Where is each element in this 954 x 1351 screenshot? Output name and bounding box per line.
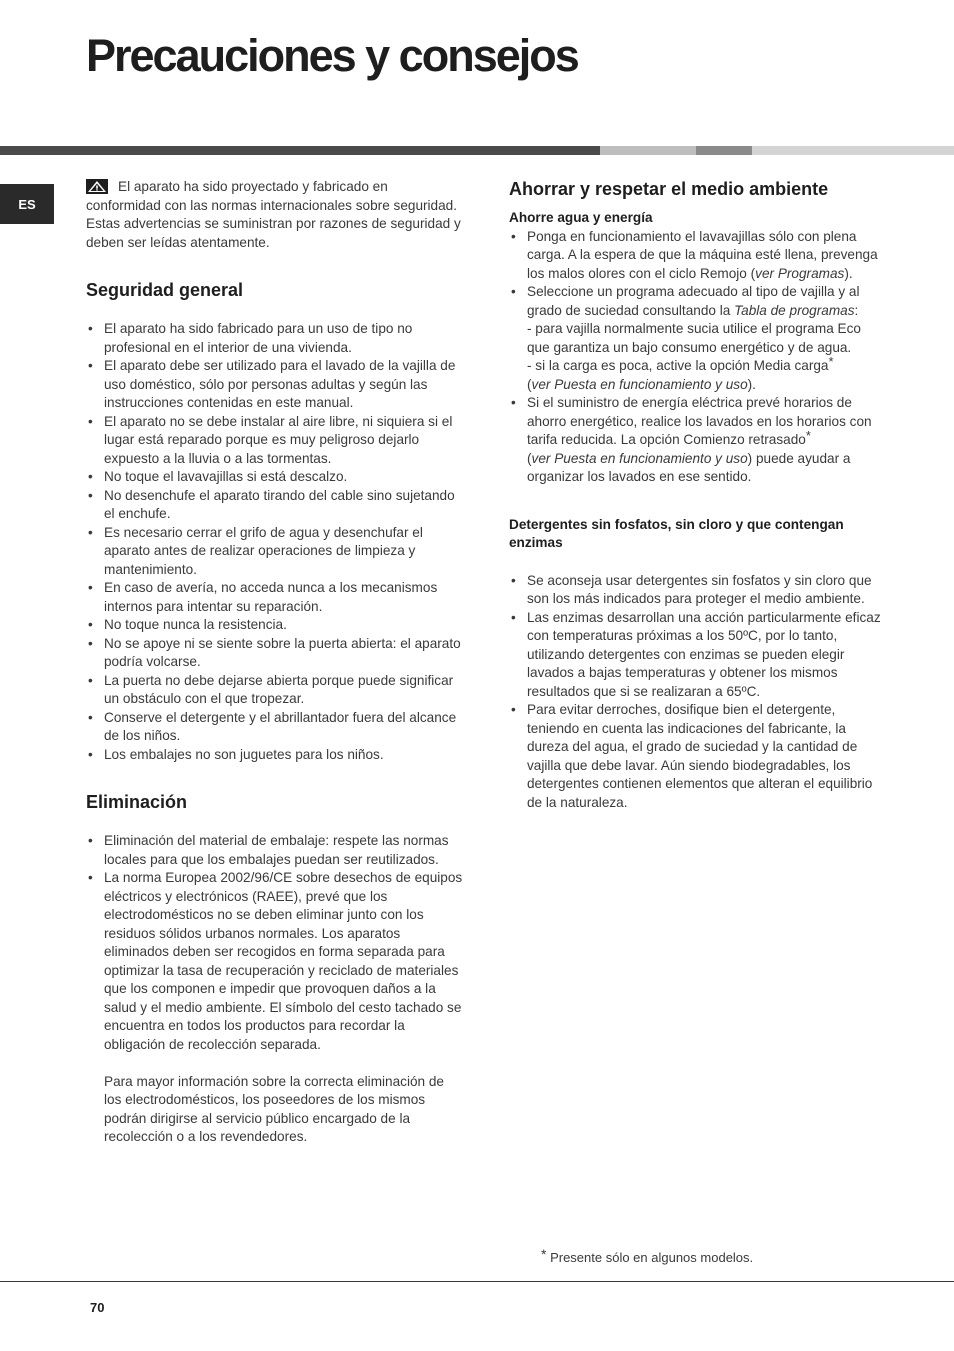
page-title: Precauciones y consejos — [86, 30, 578, 81]
ref-puesta: ver Puesta en funcionamiento y uso — [531, 450, 748, 466]
list-item: • El aparato debe ser utilizado para el lavado de la vajilla de uso doméstico, sólo por personas adultas y según las instrucciones contenidas en este manual. — [86, 357, 464, 413]
list-item: • No se apoye ni se siente sobre la puerta abierta: el aparato podría volcarse. — [86, 635, 464, 672]
list-item: • No desenchufe el aparato tirando del cable sino sujetando el enchufe. — [86, 487, 464, 524]
list-item: • Los embalajes no son juguetes para los niños. — [86, 746, 464, 765]
ref-programas: ver Programas — [755, 265, 845, 281]
list-item: • Es necesario cerrar el grifo de agua y desenchufar el aparato antes de realizar operaciones de limpieza y mantenimiento. — [86, 524, 464, 580]
list-item: • Conserve el detergente y el abrillantador fuera del alcance de los niños. — [86, 709, 464, 746]
list-item: • Eliminación del material de embalaje: respete las normas locales para que los embalajes puedan ser reutilizados. — [86, 832, 464, 869]
raee-text: La norma Europea 2002/96/CE sobre desechos de equipos eléctricos y electrónicos (RAEE), prevé que los electrodomésticos no se deben eliminar junto con los residuos sólidos urbanos normales. Los aparatos eliminados deben ser recogidos en forma separada para optimizar la tasa de recuperación y reciclado de materiales que los componen e impedir que provoquen daños a la salud y el medio ambiente. El símbolo del cesto tachado se encuentra en todos los productos para recordar la obligación de recolección separada. — [104, 870, 463, 1052]
seguridad-heading: Seguridad general — [86, 280, 244, 300]
list-item: • No toque nunca la resistencia. — [86, 616, 464, 635]
header-bar-dark — [0, 146, 600, 155]
list-item: • Si el suministro de energía eléctrica prevé horarios de ahorro energético, realice los lavados en los horarios con tarifa reducida. La opción Comienzo retrasado* (ver Puesta en funcionamiento y uso) puede ayudar a organizar los lavados en ese sentido. — [509, 394, 887, 487]
eliminacion-list — [86, 832, 464, 1147]
list-item: • El aparato ha sido fabricado para un uso de tipo no profesional en el interior de una vivienda. — [86, 320, 464, 357]
footer-rule — [0, 1281, 954, 1282]
detergentes-list — [509, 572, 887, 813]
raee-extra-text: Para mayor información sobre la correcta eliminación de los electrodomésticos, los poseedores de los mismos podrán dirigirse al servicio público encargado de la recolección o a los revendedores. — [104, 1073, 444, 1144]
list-item: • Para evitar derroches, dosifique bien el detergente, teniendo en cuenta las indicaciones del fabricante, la dureza del agua, el grado de suciedad y la cantidad de vajilla que debe lavar. Aún siendo biodegradables, los detergentes contienen elementos que alteran el equilibrio de la naturaleza. — [509, 701, 887, 812]
list-item: • La puerta no debe dejarse abierta porque puede significar un obstáculo con el que tropezar. — [86, 672, 464, 709]
ahorre-list — [509, 228, 887, 487]
eliminacion-heading: Eliminación — [86, 792, 188, 812]
warning-icon — [86, 179, 108, 194]
left-column — [86, 178, 464, 1147]
header-bar-light — [600, 146, 696, 155]
list-item: • Se aconseja usar detergentes sin fosfatos y sin cloro que son los más indicados para proteger el medio ambiente. — [509, 572, 887, 609]
list-item: • Seleccione un programa adecuado al tipo de vajilla y al grado de suciedad consultando la Tabla de programas: - para vajilla normalmente sucia utilice el programa Eco que garantiza un bajo consumo energético y de agua. - si la carga es poca, active la opción Media carga* (ver Puesta en funcionamiento y uso). — [509, 283, 887, 394]
ahorrar-heading: Ahorrar y respetar el medio ambiente — [509, 179, 829, 199]
language-tab: ES — [0, 184, 54, 224]
eco-line: - para vajilla normalmente sucia utilice el programa Eco que garantiza un bajo consumo energético y de agua. — [527, 321, 861, 355]
list-item: • El aparato no se debe instalar al aire libre, ni siquiera si el lugar está reparado porque es muy peligroso dejarlo expuesto a la lluvia o a las tormentas. — [86, 413, 464, 469]
seguridad-list — [86, 320, 464, 764]
media-carga-line: - si la carga es poca, active la opción Media carga* (ver Puesta en funcionamiento y uso). — [527, 354, 834, 392]
ref-puesta: ver Puesta en funcionamiento y uso — [531, 376, 748, 392]
detergentes-subheading: Detergentes sin fosfatos, sin cloro y que contengan enzimas — [509, 516, 844, 550]
intro-paragraph — [86, 178, 464, 252]
header-bar-pale — [752, 146, 954, 155]
right-column — [509, 178, 887, 812]
header-bar-mid — [696, 146, 752, 155]
intro-text: El aparato ha sido proyectado y fabricado en conformidad con las normas internacionales sobre seguridad. Estas advertencias se suministran por razones de seguridad y deben ser leídas atentamente. — [86, 179, 461, 250]
list-item: • Ponga en funcionamiento el lavavajillas sólo con plena carga. A la espera de que la máquina esté llena, prevenga los malos olores con el ciclo Remojo (ver Programas). — [509, 228, 887, 284]
list-item: • Las enzimas desarrollan una acción particularmente eficaz con temperaturas próximas a los 50ºC, por lo tanto, utilizando detergentes con enzimas se pueden elegir lavados a bajas temperaturas y obtener los mismos resultados que si se realizaran a 65ºC. — [509, 609, 887, 702]
list-item — [86, 869, 464, 1147]
list-item: • No toque el lavavajillas si está descalzo. — [86, 468, 464, 487]
list-item: • En caso de avería, no acceda nunca a los mecanismos internos para intentar su reparación. — [86, 579, 464, 616]
page-number: 70 — [90, 1300, 105, 1315]
ref-tabla-programas: Tabla de programas — [734, 302, 855, 318]
footnote: * Presente sólo en algunos modelos. — [541, 1246, 754, 1265]
ahorre-subheading: Ahorre agua y energía — [509, 210, 653, 225]
